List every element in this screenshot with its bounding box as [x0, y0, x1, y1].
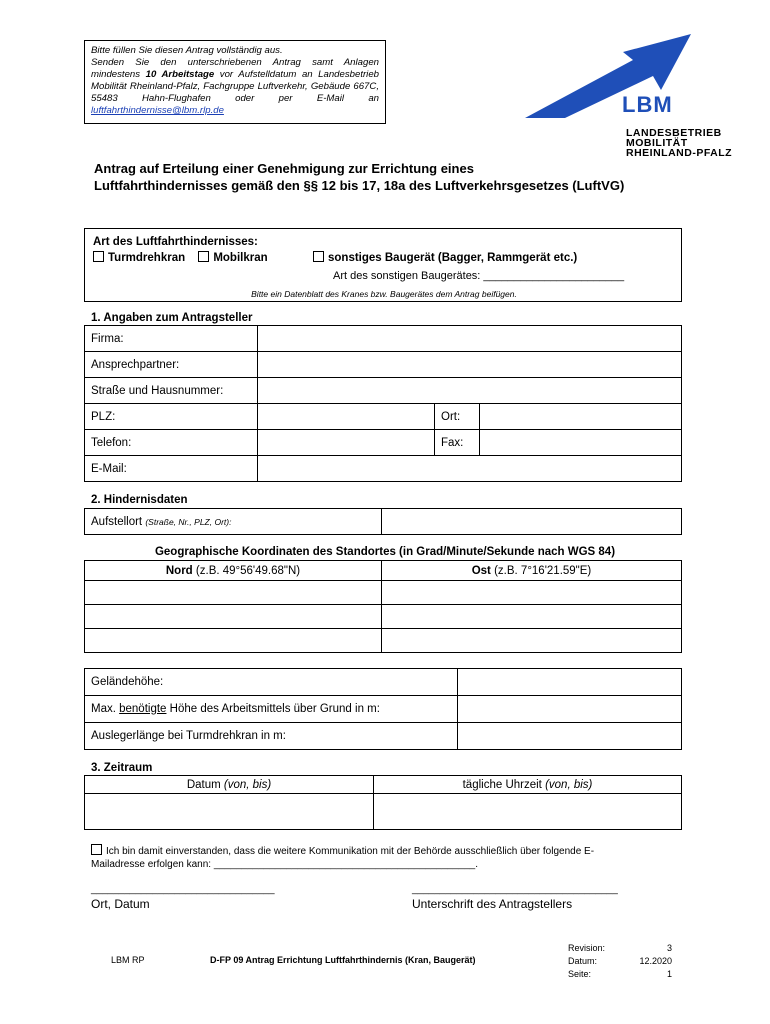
logo-name [626, 128, 732, 158]
uhrzeit-header [374, 776, 682, 794]
strasse-label: Straße und Hausnummer: [85, 378, 258, 404]
signature-label: Unterschrift des Antragstellers [412, 897, 573, 911]
logo-abbr: LBM [622, 92, 673, 117]
ost-header [382, 561, 682, 581]
nord-input-3[interactable] [85, 629, 382, 653]
title-line1: Antrag auf Erteilung einer Genehmigung zur Errichtung eines [94, 161, 474, 176]
consent-block [91, 844, 687, 871]
uhrzeit-label: tägliche Uhrzeit [462, 778, 546, 791]
plz-input[interactable] [258, 404, 435, 430]
consent-checkbox[interactable] [91, 844, 102, 855]
telefon-label: Telefon: [85, 430, 258, 456]
sonstiges-checkbox[interactable] [313, 251, 324, 262]
obstacle-type-box [84, 228, 682, 302]
turmdrehkran-label: Turmdrehkran [108, 252, 186, 264]
logo-line2: MOBILITÄT [626, 137, 688, 149]
consent-email-field[interactable]: Mailadresse erfolgen kann: _______________________________________________. [91, 859, 479, 870]
datum-header [85, 776, 374, 794]
page-title [94, 160, 624, 194]
max-hoehe-label [85, 696, 458, 723]
seite-value: 1 [666, 969, 672, 979]
section-1-heading: 1. Angaben zum Antragsteller [91, 312, 253, 324]
ost-example: (z.B. 7°16'21.59"E) [490, 564, 592, 577]
mobilkran-checkbox[interactable] [198, 251, 209, 262]
gelaendehoehe-label: Geländehöhe: [85, 669, 458, 696]
consent-line1: Ich bin damit einverstanden, dass die weitere Kommunikation mit der Behörde ausschließlich über folgende E- [106, 846, 595, 857]
datum-label: Datum [186, 778, 224, 791]
turmdrehkran-checkbox[interactable] [93, 251, 104, 262]
nord-input-1[interactable] [85, 581, 382, 605]
mobilkran-label: Mobilkran [213, 252, 268, 264]
email-label: E-Mail: [85, 456, 258, 482]
datum-input[interactable] [85, 794, 374, 830]
max-hoehe-underlined: benötigte [119, 703, 167, 715]
telefon-input[interactable] [258, 430, 435, 456]
max-hoehe-input[interactable] [458, 696, 682, 723]
aufstellort-input[interactable] [382, 509, 682, 535]
strasse-input[interactable] [258, 378, 682, 404]
uhrzeit-input[interactable] [374, 794, 682, 830]
datum-footer-value: 12.2020 [639, 956, 672, 966]
height-table [84, 668, 682, 750]
ansprechpartner-input[interactable] [258, 352, 682, 378]
ort-datum-label: Ort, Datum [91, 897, 150, 911]
ort-datum-line[interactable]: _________________________________ [91, 884, 275, 895]
notice-text-a: Senden Sie den unterschriebenen Antrag samt Anlagen mindestens [91, 57, 379, 80]
notice-deadline: 10 Arbeitstage [145, 69, 215, 80]
ost-input-1[interactable] [382, 581, 682, 605]
aufstellort-hint: (Straße, Nr., PLZ, Ort): [145, 516, 232, 527]
ost-label: Ost [471, 564, 491, 577]
logo-line3: RHEINLAND-PFALZ [626, 147, 733, 159]
footer-meta-labels [568, 942, 605, 981]
ansprechpartner-label: Ansprechpartner: [85, 352, 258, 378]
geo-heading: Geographische Koordinaten des Standortes (in Grad/Minute/Sekunde nach WGS 84) [154, 546, 616, 558]
firma-input[interactable] [258, 326, 682, 352]
footer-org: LBM RP [111, 955, 145, 965]
footer-doc-title: D-FP 09 Antrag Errichtung Luftfahrthindernis (Kran, Baugerät) [210, 955, 476, 965]
nord-label: Nord [165, 564, 193, 577]
ort-input[interactable] [480, 404, 682, 430]
notice-body [91, 57, 379, 117]
nord-header [85, 561, 382, 581]
coordinates-table [84, 560, 682, 653]
nord-example: (z.B. 49°56'49.68"N) [192, 564, 301, 577]
section-3-heading: 3. Zeitraum [91, 762, 153, 774]
seite-label: Seite: [568, 969, 592, 979]
datasheet-hint: Bitte ein Datenblatt des Kranes bzw. Baugerätes dem Antrag beifügen. [251, 289, 517, 299]
ost-input-2[interactable] [382, 605, 682, 629]
signature-line[interactable]: _____________________________________ [412, 884, 618, 895]
fax-input[interactable] [480, 430, 682, 456]
revision-label: Revision: [568, 943, 606, 953]
aufstellort-text: Aufstellort [91, 515, 143, 528]
email-input[interactable] [258, 456, 682, 482]
datum-footer-label: Datum: [568, 956, 598, 966]
sonstiges-label: sonstiges Baugerät (Bagger, Rammgerät etc.) [328, 252, 578, 264]
footer-meta-values [620, 942, 672, 981]
logo-line1: LANDESBETRIEB [626, 127, 722, 139]
fax-label: Fax: [435, 430, 480, 456]
datum-hint: (von, bis) [223, 778, 272, 791]
gelaendehoehe-input[interactable] [458, 669, 682, 696]
notice-text-c: vor Aufstelldatum an Landesbetrieb Mobilität Rheinland-Pfalz, Fachgruppe Luftverkehr, Gebäude 667C, 55483 Hahn-Flughafen oder per E-Mail an [91, 69, 379, 104]
revision-value: 3 [666, 943, 672, 953]
plz-label: PLZ: [85, 404, 258, 430]
notice-email-link[interactable]: luftfahrthindernisse@lbm.rlp.de [91, 105, 224, 116]
section-2-heading: 2. Hindernisdaten [91, 494, 188, 506]
max-hoehe-a: Max. [91, 703, 120, 715]
applicant-table [84, 325, 682, 482]
zeitraum-table [84, 775, 682, 830]
notice-line1: Bitte füllen Sie diesen Antrag vollständig aus. [91, 45, 283, 56]
max-hoehe-b: Höhe des Arbeitsmittels über Grund in m: [166, 703, 380, 715]
aufstellort-table [84, 508, 682, 535]
obstacle-type-heading: Art des Luftfahrthindernisses: [93, 236, 258, 248]
title-line2: Luftfahrthindernisses gemäß den §§ 12 bis 17, 18a des Luftverkehrsgesetzes (LuftVG) [94, 178, 625, 193]
sonstiges-type-field[interactable]: Art des sonstigen Baugerätes: _______________________ [333, 270, 625, 282]
instruction-notice [84, 40, 386, 124]
ost-input-3[interactable] [382, 629, 682, 653]
uhrzeit-hint: (von, bis) [545, 778, 593, 791]
auslegerlaenge-label: Auslegerlänge bei Turmdrehkran in m: [85, 723, 458, 750]
ort-label: Ort: [435, 404, 480, 430]
aufstellort-label [85, 509, 382, 535]
auslegerlaenge-input[interactable] [458, 723, 682, 750]
firma-label: Firma: [85, 326, 258, 352]
nord-input-2[interactable] [85, 605, 382, 629]
